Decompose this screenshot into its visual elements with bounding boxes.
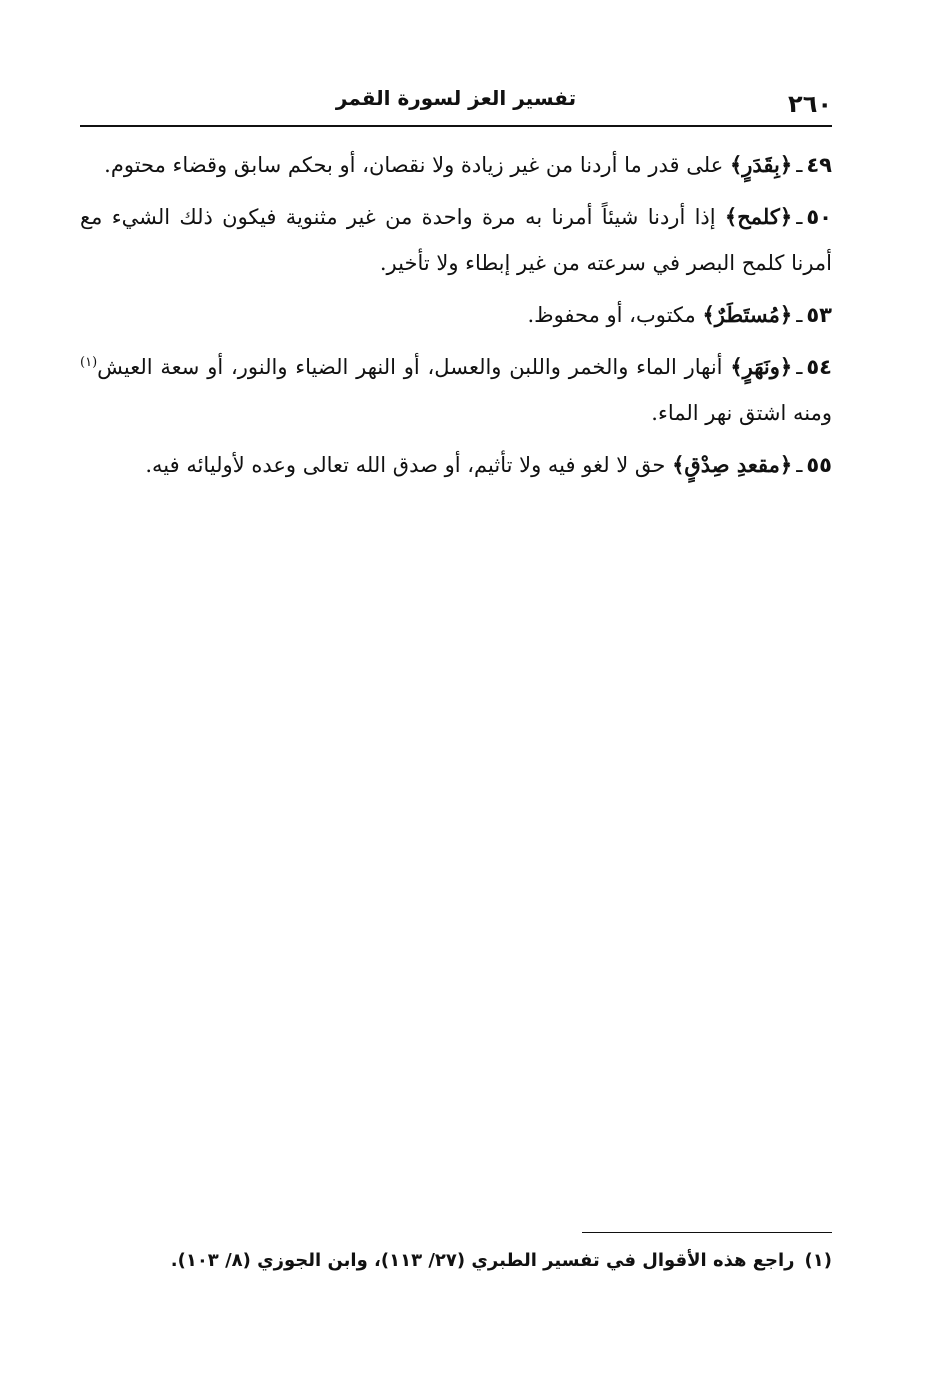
- entry-49: [80, 142, 832, 188]
- page-number: ٢٦٠: [788, 90, 832, 118]
- footnote-marker: (١): [804, 1250, 832, 1271]
- entry-dash: ـ: [796, 303, 803, 327]
- entry-number: ٥٣: [806, 303, 832, 327]
- entry-54: [80, 344, 832, 436]
- quranic-term: ﴿مقعدِ صِدْقٍ﴾: [672, 452, 793, 477]
- entry-dash: ـ: [796, 355, 803, 379]
- entry-explanation-continued: ومنه اشتق نهر الماء.: [651, 401, 832, 425]
- quranic-term: ﴿مُستَطَرٌ﴾: [702, 302, 793, 327]
- quranic-term: ﴿بِقَدَرٍ﴾: [729, 152, 793, 177]
- entry-number: ٥٥: [806, 453, 832, 477]
- entry-explanation: حق لا لغو فيه ولا تأثيم، أو صدق الله تعالى وعده لأوليائه فيه.: [145, 453, 666, 477]
- entry-number: ٥٠: [806, 205, 832, 229]
- header-rule: [80, 125, 832, 127]
- entry-dash: ـ: [796, 153, 803, 177]
- entry-53: [80, 292, 832, 338]
- entry-explanation: إذا أردنا شيئاً أمرنا به مرة واحدة من غير مثنوية فيكون ذلك الشيء مع أمرنا كلمح البصر في سرعته من غير إبطاء ولا تأخير.: [80, 205, 832, 275]
- entry-number: ٤٩: [806, 153, 832, 177]
- entry-55: [80, 442, 832, 488]
- entry-explanation: أنهار الماء والخمر واللبن والعسل، أو النهر الضياء والنور، أو سعة العيش: [97, 355, 723, 379]
- page-header: [80, 84, 832, 124]
- running-title: تفسير العز لسورة القمر: [335, 86, 577, 110]
- footnote-rule: [582, 1232, 832, 1233]
- entry-explanation: على قدر ما أردنا من غير زيادة ولا نقصان، أو بحكم سابق وقضاء محتوم.: [104, 153, 724, 177]
- entry-number: ٥٤: [806, 355, 832, 379]
- entry-dash: ـ: [796, 205, 803, 229]
- main-text: [80, 142, 832, 494]
- entry-explanation: مكتوب، أو محفوظ.: [527, 303, 696, 327]
- quranic-term: ﴿ونَهَرٍ﴾: [730, 354, 793, 379]
- footnote-reference[interactable]: (١): [80, 355, 98, 370]
- footnote: [80, 1244, 832, 1278]
- entry-dash: ـ: [796, 453, 803, 477]
- footnote-text: راجع هذه الأقوال في تفسير الطبري (٢٧/ ١١٣)، وابن الجوزي (٨/ ١٠٣).: [170, 1250, 795, 1271]
- entry-50: [80, 194, 832, 286]
- quranic-term: ﴿كلمح﴾: [724, 204, 793, 229]
